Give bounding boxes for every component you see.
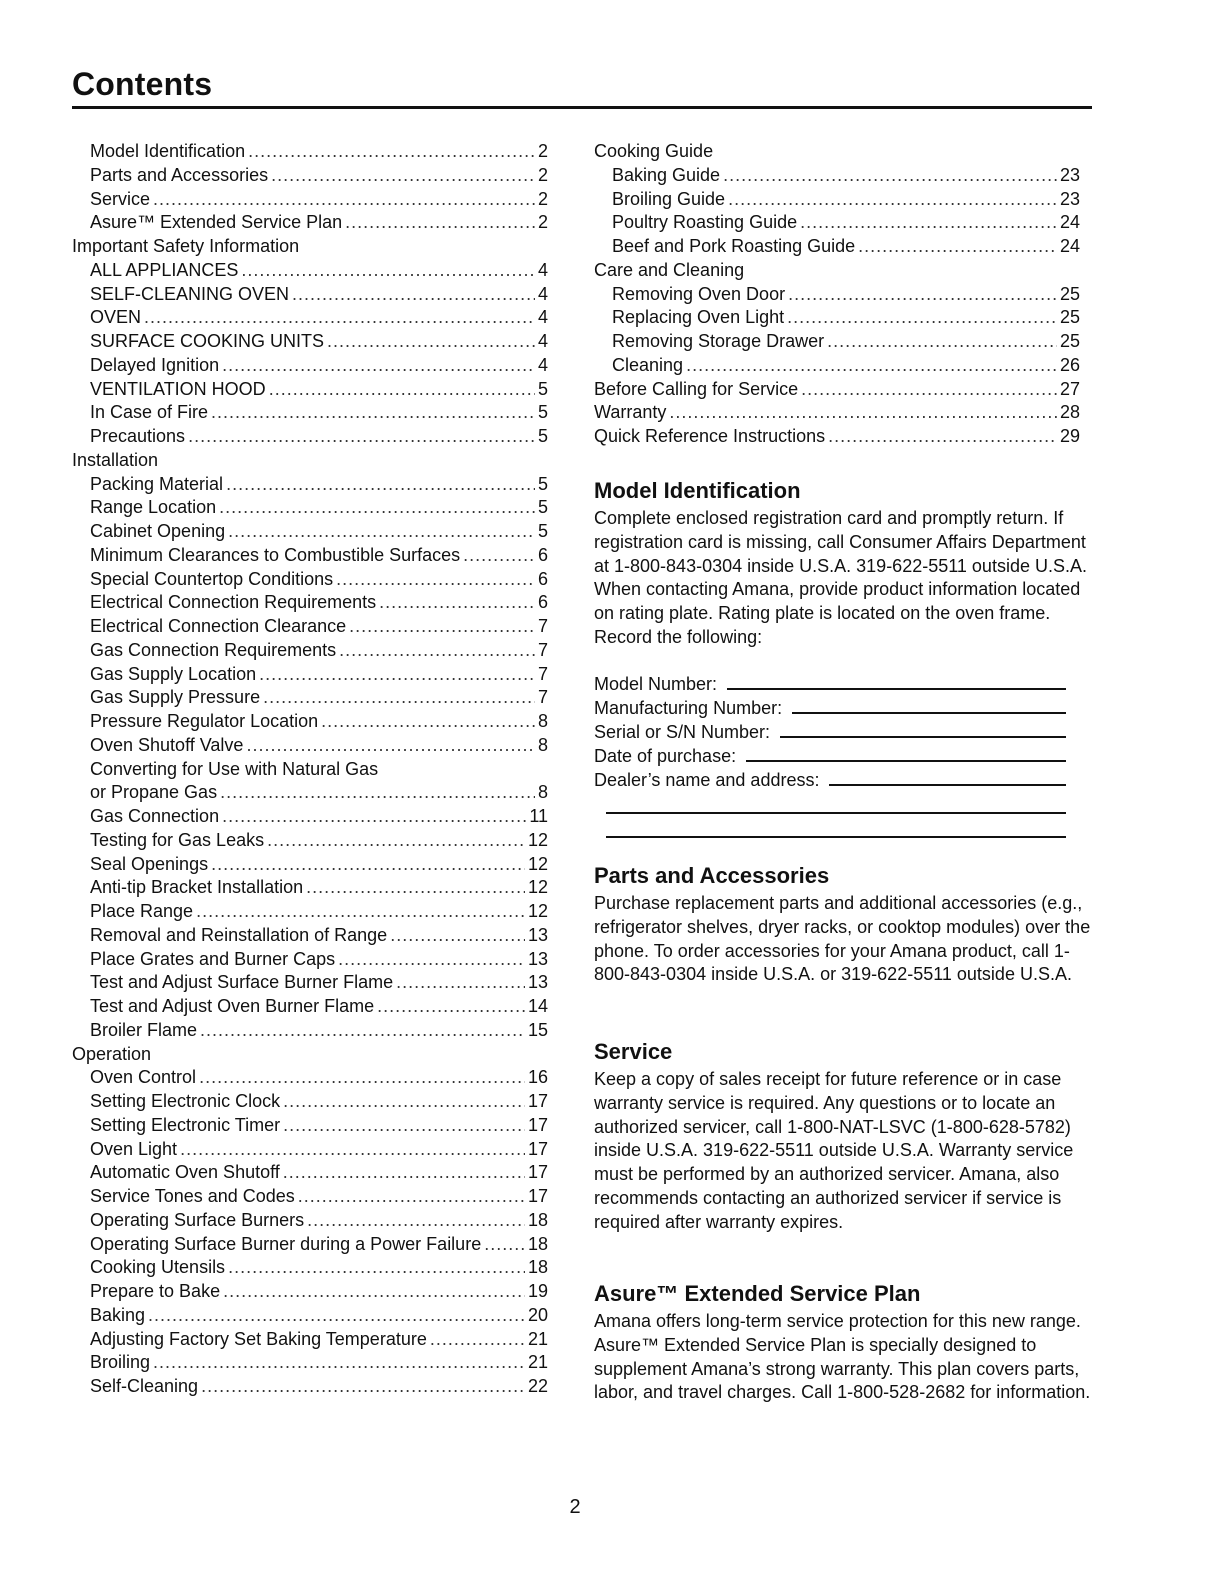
toc-entry xyxy=(72,924,548,948)
toc-entry-label: Broiler Flame xyxy=(90,1019,198,1040)
toc-entry-label: Before Calling for Service xyxy=(594,378,799,399)
toc-leader-dots xyxy=(345,211,535,235)
toc-entry-page: 17 xyxy=(527,1091,548,1111)
record-fields xyxy=(594,672,1074,792)
toc-entry-label: Service Tones and Codes xyxy=(90,1186,295,1206)
toc-leader-dots xyxy=(307,1209,525,1233)
toc-leader-dots xyxy=(787,306,1057,330)
toc-entry-label: Gas Supply Pressure xyxy=(90,687,261,708)
toc-leader-dots xyxy=(259,663,535,687)
toc-entry-label: Test and Adjust Surface Burner Flame xyxy=(90,972,394,993)
toc-entry-page: 15 xyxy=(527,1019,548,1040)
toc-leader-dots xyxy=(390,924,525,948)
toc-entry-page: 2 xyxy=(537,188,548,209)
toc-entry-page: 12 xyxy=(527,901,548,921)
record-field-line xyxy=(727,674,1066,690)
toc-entry-page: 25 xyxy=(1059,307,1080,328)
toc-entry xyxy=(72,354,548,378)
toc-entry-label: Precautions xyxy=(90,426,186,446)
toc-entry xyxy=(72,283,548,307)
section-heading: Parts and Accessories xyxy=(594,863,830,888)
toc-entry-page: 26 xyxy=(1059,354,1080,375)
toc-right-column xyxy=(594,140,1080,449)
toc-entry-label: Special Countertop Conditions xyxy=(90,568,334,589)
toc-entry xyxy=(72,663,548,687)
toc-leader-dots xyxy=(220,781,535,805)
toc-leader-dots xyxy=(430,1328,525,1352)
toc-entry-page: 5 xyxy=(537,426,548,446)
toc-entry-label: Seal Openings xyxy=(90,853,209,874)
toc-entry-label: Warranty xyxy=(594,402,667,423)
toc-entry xyxy=(72,1304,548,1328)
record-field-label: Manufacturing Number: xyxy=(594,698,783,718)
toc-entry-page: 25 xyxy=(1059,283,1080,304)
toc-entry-page: 11 xyxy=(529,806,548,826)
section-body: Amana offers long-term service protection for this new range. Asure™ Extended Service Plan is specially designed to supplement Amana’s strong warranty. This plan covers parts, labor, and travel charges. Call 1-800-528-2682 for information. xyxy=(594,1311,1091,1403)
toc-entry-page: 29 xyxy=(1059,426,1080,446)
toc-entry-page: 21 xyxy=(527,1352,548,1373)
toc-entry xyxy=(72,473,548,497)
toc-leader-dots xyxy=(271,164,535,188)
toc-leader-dots xyxy=(283,1114,525,1138)
toc-leader-dots xyxy=(801,378,1057,402)
toc-entry xyxy=(72,378,548,402)
toc-entry-label: Broiling xyxy=(90,1352,151,1373)
record-field-line xyxy=(829,770,1066,786)
toc-entry xyxy=(72,1375,548,1399)
toc-leader-dots xyxy=(379,591,535,615)
toc-leader-dots xyxy=(336,568,535,592)
toc-entry-page: 18 xyxy=(527,1257,548,1278)
toc-entry-label: Quick Reference Instructions xyxy=(594,426,826,446)
toc-entry xyxy=(594,259,1080,283)
toc-leader-dots xyxy=(180,1138,525,1162)
toc-leader-dots xyxy=(248,140,535,164)
toc-entry xyxy=(72,544,548,568)
toc-entry-page: 5 xyxy=(537,521,548,541)
toc-leader-dots xyxy=(228,520,535,544)
toc-entry-label: Setting Electronic Clock xyxy=(90,1091,281,1111)
toc-leader-dots xyxy=(321,710,535,734)
toc-entry-page: 4 xyxy=(537,331,548,351)
section-heading: Service xyxy=(594,1039,673,1064)
toc-entry xyxy=(72,330,548,354)
toc-entry-label: SURFACE COOKING UNITS xyxy=(90,331,325,351)
toc-entry-page: 21 xyxy=(527,1328,548,1349)
toc-entry xyxy=(594,306,1080,330)
toc-entry xyxy=(72,591,548,615)
toc-leader-dots xyxy=(148,1304,525,1328)
toc-entry-label: Baking Guide xyxy=(612,164,721,185)
toc-leader-dots xyxy=(226,473,535,497)
section-body: Keep a copy of sales receipt for future reference or in case warranty service is required. Any questions or to locate an authorized servicer, call 1-800-NAT-LSVC (1-800-628-5782) inside U.S.A. 319-622-5511 outside U.S.A. Warranty service must be performed by an authorized servicer. Amana, also recommends contacting an authorized servicer if service is required after warranty expires. xyxy=(594,1069,1074,1232)
toc-entry xyxy=(72,829,548,853)
toc-leader-dots xyxy=(283,1161,525,1185)
toc-entry-page: 18 xyxy=(527,1209,548,1230)
toc-entry-page: 17 xyxy=(527,1114,548,1135)
record-field-label: Date of purchase: xyxy=(594,746,737,766)
toc-entry-page: 17 xyxy=(527,1186,548,1206)
toc-entry xyxy=(72,710,548,734)
toc-entry xyxy=(72,1328,548,1352)
toc-entry-label: Electrical Connection Clearance xyxy=(90,616,347,636)
toc-entry-label: Important Safety Information xyxy=(72,236,300,256)
toc-leader-dots xyxy=(788,283,1057,307)
record-field xyxy=(594,720,1074,744)
parts-accessories-section xyxy=(594,862,1094,987)
toc-entry xyxy=(72,1185,548,1209)
toc-entry-page: 19 xyxy=(527,1281,548,1301)
toc-entry-label: Removal and Reinstallation of Range xyxy=(90,924,388,945)
toc-leader-dots xyxy=(463,544,535,568)
toc-leader-dots xyxy=(396,971,525,995)
toc-entry-page: 14 xyxy=(527,996,548,1016)
toc-entry xyxy=(72,306,548,330)
toc-leader-dots xyxy=(377,995,525,1019)
toc-leader-dots xyxy=(222,354,535,378)
toc-entry-page: 5 xyxy=(537,402,548,423)
toc-entry-label: In Case of Fire xyxy=(90,402,209,423)
toc-leader-dots xyxy=(484,1233,525,1257)
toc-entry-page: 6 xyxy=(537,544,548,565)
toc-entry-label: Service xyxy=(90,188,151,209)
toc-entry xyxy=(72,140,548,164)
toc-entry-label: Anti-tip Bracket Installation xyxy=(90,877,304,898)
toc-entry-page: 4 xyxy=(537,354,548,375)
section-heading: Asure™ Extended Service Plan xyxy=(594,1281,921,1306)
toc-entry-page: 4 xyxy=(537,307,548,328)
toc-leader-dots xyxy=(201,1375,525,1399)
toc-entry-label: Cleaning xyxy=(612,354,684,375)
toc-leader-dots xyxy=(196,900,525,924)
toc-entry xyxy=(72,734,548,758)
section-heading: Model Identification xyxy=(594,478,801,503)
service-section xyxy=(594,1038,1094,1234)
toc-entry-label: Beef and Pork Roasting Guide xyxy=(612,236,856,256)
toc-entry-page: 8 xyxy=(537,782,548,803)
record-field xyxy=(594,744,1074,768)
toc-entry-label: Delayed Ignition xyxy=(90,354,220,375)
toc-entry xyxy=(594,378,1080,402)
toc-leader-dots xyxy=(269,378,535,402)
toc-entry-page: 25 xyxy=(1059,331,1080,351)
toc-entry xyxy=(72,686,548,710)
toc-entry xyxy=(72,1066,548,1090)
toc-entry xyxy=(594,164,1080,188)
toc-entry xyxy=(72,615,548,639)
toc-entry xyxy=(72,211,548,235)
toc-leader-dots xyxy=(144,306,535,330)
record-field xyxy=(594,672,1074,696)
toc-entry xyxy=(72,1233,548,1257)
toc-entry-page: 22 xyxy=(527,1376,548,1396)
toc-entry-page: 7 xyxy=(537,687,548,708)
toc-entry-page: 18 xyxy=(527,1233,548,1254)
toc-entry-label: Place Grates and Burner Caps xyxy=(90,948,336,969)
toc-entry-page: 7 xyxy=(537,616,548,636)
toc-entry xyxy=(72,1209,548,1233)
toc-leader-dots xyxy=(327,330,535,354)
toc-entry-label: OVEN xyxy=(90,307,142,328)
toc-entry xyxy=(594,401,1080,425)
record-field-label: Serial or S/N Number: xyxy=(594,722,771,742)
title-rule xyxy=(72,106,1092,109)
toc-leader-dots xyxy=(223,1280,525,1304)
toc-leader-dots xyxy=(349,615,535,639)
toc-entry xyxy=(72,758,548,782)
toc-entry-page: 16 xyxy=(527,1067,548,1088)
toc-entry xyxy=(72,1090,548,1114)
record-field-label: Dealer’s name and address: xyxy=(594,770,820,790)
toc-entry xyxy=(594,188,1080,212)
record-field-label: Model Number: xyxy=(594,674,718,694)
section-body: Complete enclosed registration card and promptly return. If registration card is missing, call Consumer Affairs Department at 1-800-843-0304 inside U.S.A. 319-622-5511 outside U.S.A. When contacting Amana, provide product information located on rating plate. Rating plate is located on the oven frame. Record the following: xyxy=(594,508,1087,647)
toc-leader-dots xyxy=(267,829,525,853)
toc-entry-page: 27 xyxy=(1059,378,1080,399)
toc-entry xyxy=(72,188,548,212)
toc-entry-label: Broiling Guide xyxy=(612,188,726,209)
toc-entry-page: 5 xyxy=(537,473,548,494)
toc-entry-page: 28 xyxy=(1059,402,1080,423)
toc-entry-page: 6 xyxy=(537,592,548,613)
toc-entry-page: 24 xyxy=(1059,236,1080,256)
toc-entry-label: Minimum Clearances to Combustible Surfaces xyxy=(90,544,461,565)
toc-entry-page: 20 xyxy=(527,1304,548,1325)
toc-entry-page: 17 xyxy=(527,1162,548,1183)
toc-entry xyxy=(72,900,548,924)
toc-entry-label: Oven Control xyxy=(90,1067,197,1088)
toc-entry xyxy=(594,330,1080,354)
toc-entry-page: 13 xyxy=(527,972,548,993)
toc-leader-dots xyxy=(858,235,1057,259)
toc-entry-label: Prepare to Bake xyxy=(90,1281,221,1301)
toc-entry-page: 12 xyxy=(527,877,548,898)
toc-entry-page: 24 xyxy=(1059,212,1080,233)
toc-entry-page: 4 xyxy=(537,259,548,280)
toc-entry xyxy=(72,1019,548,1043)
toc-leader-dots xyxy=(222,805,526,829)
toc-entry-page: 6 xyxy=(537,568,548,589)
toc-leader-dots xyxy=(728,188,1057,212)
toc-entry xyxy=(72,164,548,188)
toc-entry-label: Self-Cleaning xyxy=(90,1376,199,1396)
toc-left-column xyxy=(72,140,548,1399)
toc-leader-dots xyxy=(339,639,535,663)
toc-entry-label: Asure™ Extended Service Plan xyxy=(90,212,343,233)
toc-leader-dots xyxy=(200,1019,525,1043)
model-identification-section xyxy=(594,477,1094,650)
toc-entry xyxy=(72,805,548,829)
record-field-line xyxy=(792,698,1066,714)
toc-entry xyxy=(72,1280,548,1304)
record-field xyxy=(594,696,1074,720)
toc-entry-label: Gas Supply Location xyxy=(90,663,257,684)
toc-entry xyxy=(594,211,1080,235)
toc-entry-page: 8 xyxy=(537,711,548,731)
toc-entry-label: Gas Connection Requirements xyxy=(90,639,337,660)
toc-leader-dots xyxy=(338,948,525,972)
toc-entry xyxy=(72,520,548,544)
toc-entry xyxy=(72,971,548,995)
toc-entry-label: or Propane Gas xyxy=(90,782,218,803)
toc-entry-label: ALL APPLIANCES xyxy=(90,259,239,280)
toc-entry-page: 13 xyxy=(527,924,548,945)
toc-entry-page: 7 xyxy=(537,663,548,684)
toc-entry-page: 13 xyxy=(527,948,548,969)
toc-entry-label: Removing Oven Door xyxy=(612,283,786,304)
toc-entry xyxy=(594,140,1080,164)
toc-entry-label: Place Range xyxy=(90,901,194,921)
toc-entry-page: 7 xyxy=(537,639,548,660)
toc-leader-dots xyxy=(246,734,535,758)
toc-entry-page: 17 xyxy=(527,1138,548,1159)
toc-entry-page: 2 xyxy=(537,141,548,161)
toc-entry-label: Range Location xyxy=(90,497,217,518)
toc-leader-dots xyxy=(800,211,1057,235)
toc-entry-label: Oven Light xyxy=(90,1138,178,1159)
toc-entry xyxy=(72,1256,548,1280)
toc-leader-dots xyxy=(219,496,535,520)
toc-leader-dots xyxy=(669,401,1057,425)
section-body: Purchase replacement parts and additional accessories (e.g., refrigerator shelves, dryer racks, or cooktop modules) over the phone. To order accessories for your Amana product, call 1-800-843-0304 inside U.S.A. or 319-622-5511 outside U.S.A. xyxy=(594,893,1091,985)
toc-entry-label: Model Identification xyxy=(90,141,246,161)
toc-leader-dots xyxy=(188,425,535,449)
toc-entry xyxy=(72,568,548,592)
toc-entry-label: Cooking Guide xyxy=(594,141,714,161)
toc-entry-page: 23 xyxy=(1059,164,1080,185)
toc-leader-dots xyxy=(283,1090,525,1114)
toc-entry-page: 23 xyxy=(1059,188,1080,209)
toc-entry xyxy=(72,639,548,663)
toc-leader-dots xyxy=(828,425,1057,449)
toc-entry-page: 4 xyxy=(537,283,548,304)
toc-entry xyxy=(594,235,1080,259)
toc-entry-label: Removing Storage Drawer xyxy=(612,331,825,351)
record-field xyxy=(594,768,1074,792)
toc-leader-dots xyxy=(827,330,1057,354)
toc-entry xyxy=(72,401,548,425)
toc-leader-dots xyxy=(292,283,535,307)
toc-entry-page: 5 xyxy=(537,497,548,518)
toc-leader-dots xyxy=(153,1351,525,1375)
page-title: Contents xyxy=(72,66,213,102)
toc-entry-label: Converting for Use with Natural Gas xyxy=(90,758,379,779)
toc-entry xyxy=(72,876,548,900)
toc-entry xyxy=(72,496,548,520)
toc-entry xyxy=(72,1351,548,1375)
toc-entry-label: Electrical Connection Requirements xyxy=(90,592,377,613)
toc-entry-label: Adjusting Factory Set Baking Temperature xyxy=(90,1328,427,1349)
toc-entry xyxy=(72,853,548,877)
page-number: 2 xyxy=(569,1496,581,1518)
toc-entry-label: Care and Cleaning xyxy=(594,259,745,280)
toc-entry-label: Pressure Regulator Location xyxy=(90,711,319,731)
toc-entry-label: Installation xyxy=(72,449,159,470)
toc-entry-label: Operating Surface Burner during a Power Failure xyxy=(90,1233,482,1254)
toc-entry xyxy=(72,1138,548,1162)
toc-entry xyxy=(594,425,1080,449)
toc-entry-page: 12 xyxy=(527,853,548,874)
toc-leader-dots xyxy=(211,853,525,877)
toc-leader-dots xyxy=(263,686,535,710)
record-field-line xyxy=(780,722,1066,738)
toc-entry-label: Operating Surface Burners xyxy=(90,1209,305,1230)
toc-entry xyxy=(72,449,548,473)
toc-entry-label: VENTILATION HOOD xyxy=(90,378,266,399)
address-line xyxy=(606,836,1066,838)
toc-entry-page: 2 xyxy=(537,212,548,233)
toc-entry xyxy=(72,1043,548,1067)
toc-entry xyxy=(72,995,548,1019)
toc-entry-page: 2 xyxy=(537,164,548,185)
toc-entry xyxy=(72,259,548,283)
toc-entry xyxy=(594,354,1080,378)
toc-entry-label: SELF-CLEANING OVEN xyxy=(90,283,290,304)
toc-leader-dots xyxy=(723,164,1057,188)
toc-entry-label: Packing Material xyxy=(90,473,224,494)
toc-entry xyxy=(72,235,548,259)
toc-leader-dots xyxy=(241,259,535,283)
toc-leader-dots xyxy=(686,354,1057,378)
toc-entry-label: Gas Connection xyxy=(90,806,220,826)
asure-section xyxy=(594,1280,1094,1405)
toc-entry-label: Setting Electronic Timer xyxy=(90,1114,281,1135)
toc-entry-page: 12 xyxy=(527,829,548,850)
toc-entry xyxy=(72,1114,548,1138)
toc-entry xyxy=(72,781,548,805)
toc-entry-label: Test and Adjust Oven Burner Flame xyxy=(90,996,375,1016)
toc-leader-dots xyxy=(228,1256,525,1280)
toc-entry-page: 5 xyxy=(537,378,548,399)
toc-entry-label: Poultry Roasting Guide xyxy=(612,212,798,233)
toc-entry-label: Cabinet Opening xyxy=(90,521,226,541)
toc-entry-label: Operation xyxy=(72,1043,152,1064)
toc-entry xyxy=(72,1161,548,1185)
toc-entry-label: Parts and Accessories xyxy=(90,164,269,185)
toc-entry xyxy=(72,425,548,449)
toc-entry-label: Testing for Gas Leaks xyxy=(90,829,265,850)
record-field-line xyxy=(746,746,1066,762)
toc-entry-label: Cooking Utensils xyxy=(90,1257,226,1278)
toc-entry-page: 8 xyxy=(537,734,548,755)
toc-leader-dots xyxy=(199,1066,525,1090)
address-line xyxy=(606,812,1066,814)
toc-leader-dots xyxy=(211,401,535,425)
toc-entry xyxy=(594,283,1080,307)
toc-leader-dots xyxy=(306,876,525,900)
toc-entry-label: Baking xyxy=(90,1304,146,1325)
toc-entry-label: Replacing Oven Light xyxy=(612,307,785,328)
toc-entry xyxy=(72,948,548,972)
toc-entry-label: Oven Shutoff Valve xyxy=(90,734,244,755)
toc-leader-dots xyxy=(153,188,535,212)
toc-entry-label: Automatic Oven Shutoff xyxy=(90,1162,280,1183)
toc-leader-dots xyxy=(298,1185,525,1209)
